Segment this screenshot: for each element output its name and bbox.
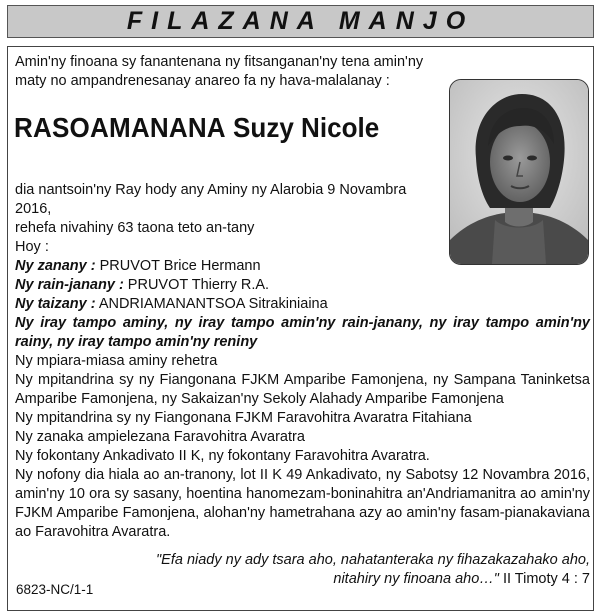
hoy-label: Hoy : <box>15 239 49 255</box>
death-info-line: dia nantsoin'ny Ray hody any Aminy ny Alarobia 9 Novambra 2016, <box>15 182 407 217</box>
family-line-father <box>15 276 590 295</box>
quote-line-1: "Efa niady ny ady tsara aho, nahatanteraka ny fihazakazahako aho, <box>156 552 590 568</box>
family-line-children <box>15 257 590 276</box>
family-label: Ny taizany : <box>15 296 96 312</box>
family-line-foster <box>15 295 590 314</box>
reference-code: 6823-NC/1-1 <box>16 582 94 597</box>
intro-text: Amin'ny finoana sy fanantenana ny fitsanganan'ny tena amin'ny maty no ampandrenesanay anareo fa ny hava-malalanay : <box>15 54 424 89</box>
death-info-line: rehefa nivahiny 63 taona teto an-tany <box>15 220 255 236</box>
deceased-given-names: Suzy Nicole <box>233 112 380 143</box>
mourner-line: Ny mpitandrina sy ny Fiangonana FJKM Amparibe Famonjena, ny Sampana Taninketsa Amparibe Famonjena, ny Sakaizan'ny Sekoly Alahady Amparibe Famonjena <box>15 372 590 407</box>
family-value: PRUVOT Brice Hermann <box>95 258 261 274</box>
deceased-surname: RASOAMANANA <box>14 112 226 143</box>
family-value: ANDRIAMANANTSOA Sitrakiniaina <box>95 296 328 312</box>
mourner-line: Ny zanaka ampielezana Faravohitra Avaratra <box>15 429 305 445</box>
family-label: Ny zanany : <box>15 258 96 274</box>
family-value: PRUVOT Thierry R.A. <box>123 277 270 293</box>
quote-reference: II Timoty 4 : 7 <box>498 571 590 587</box>
mourner-line: Ny mpiara-miasa aminy rehetra <box>15 353 218 369</box>
relatives-line: Ny iray tampo aminy, ny iray tampo amin'ny rain-janany, ny iray tampo amin'ny rainy, ny iray tampo amin'ny reniny <box>15 315 590 350</box>
page-title: FILAZANA MANJO <box>126 7 475 35</box>
mourner-line: Ny mpitandrina sy ny Fiangonana FJKM Faravohitra Avaratra Fitahiana <box>15 410 472 426</box>
family-label: Ny rain-janany : <box>15 277 124 293</box>
funeral-details: Ny nofony dia hiala ao an-tranony, lot II K 49 Ankadivato, ny Sabotsy 12 Novambra 2016, amin'ny 10 ora sy sasany, hoentina hanomezam-boninahitra an'Andriamanitra ao amin'ny FJKM Amparibe Famonjena, alohan'ny hametrahana azy ao amin'ny fasam-pianakaviana ao Faravohitra Avaratra. <box>15 467 590 540</box>
bible-quote <box>120 551 590 589</box>
notice-body <box>15 181 590 542</box>
quote-line-2: nitahiry ny finoana aho…" <box>333 571 499 587</box>
mourner-line: Ny fokontany Ankadivato II K, ny fokontany Faravohitra Avaratra. <box>15 448 430 464</box>
header-banner <box>7 5 594 38</box>
deceased-name <box>14 112 379 144</box>
